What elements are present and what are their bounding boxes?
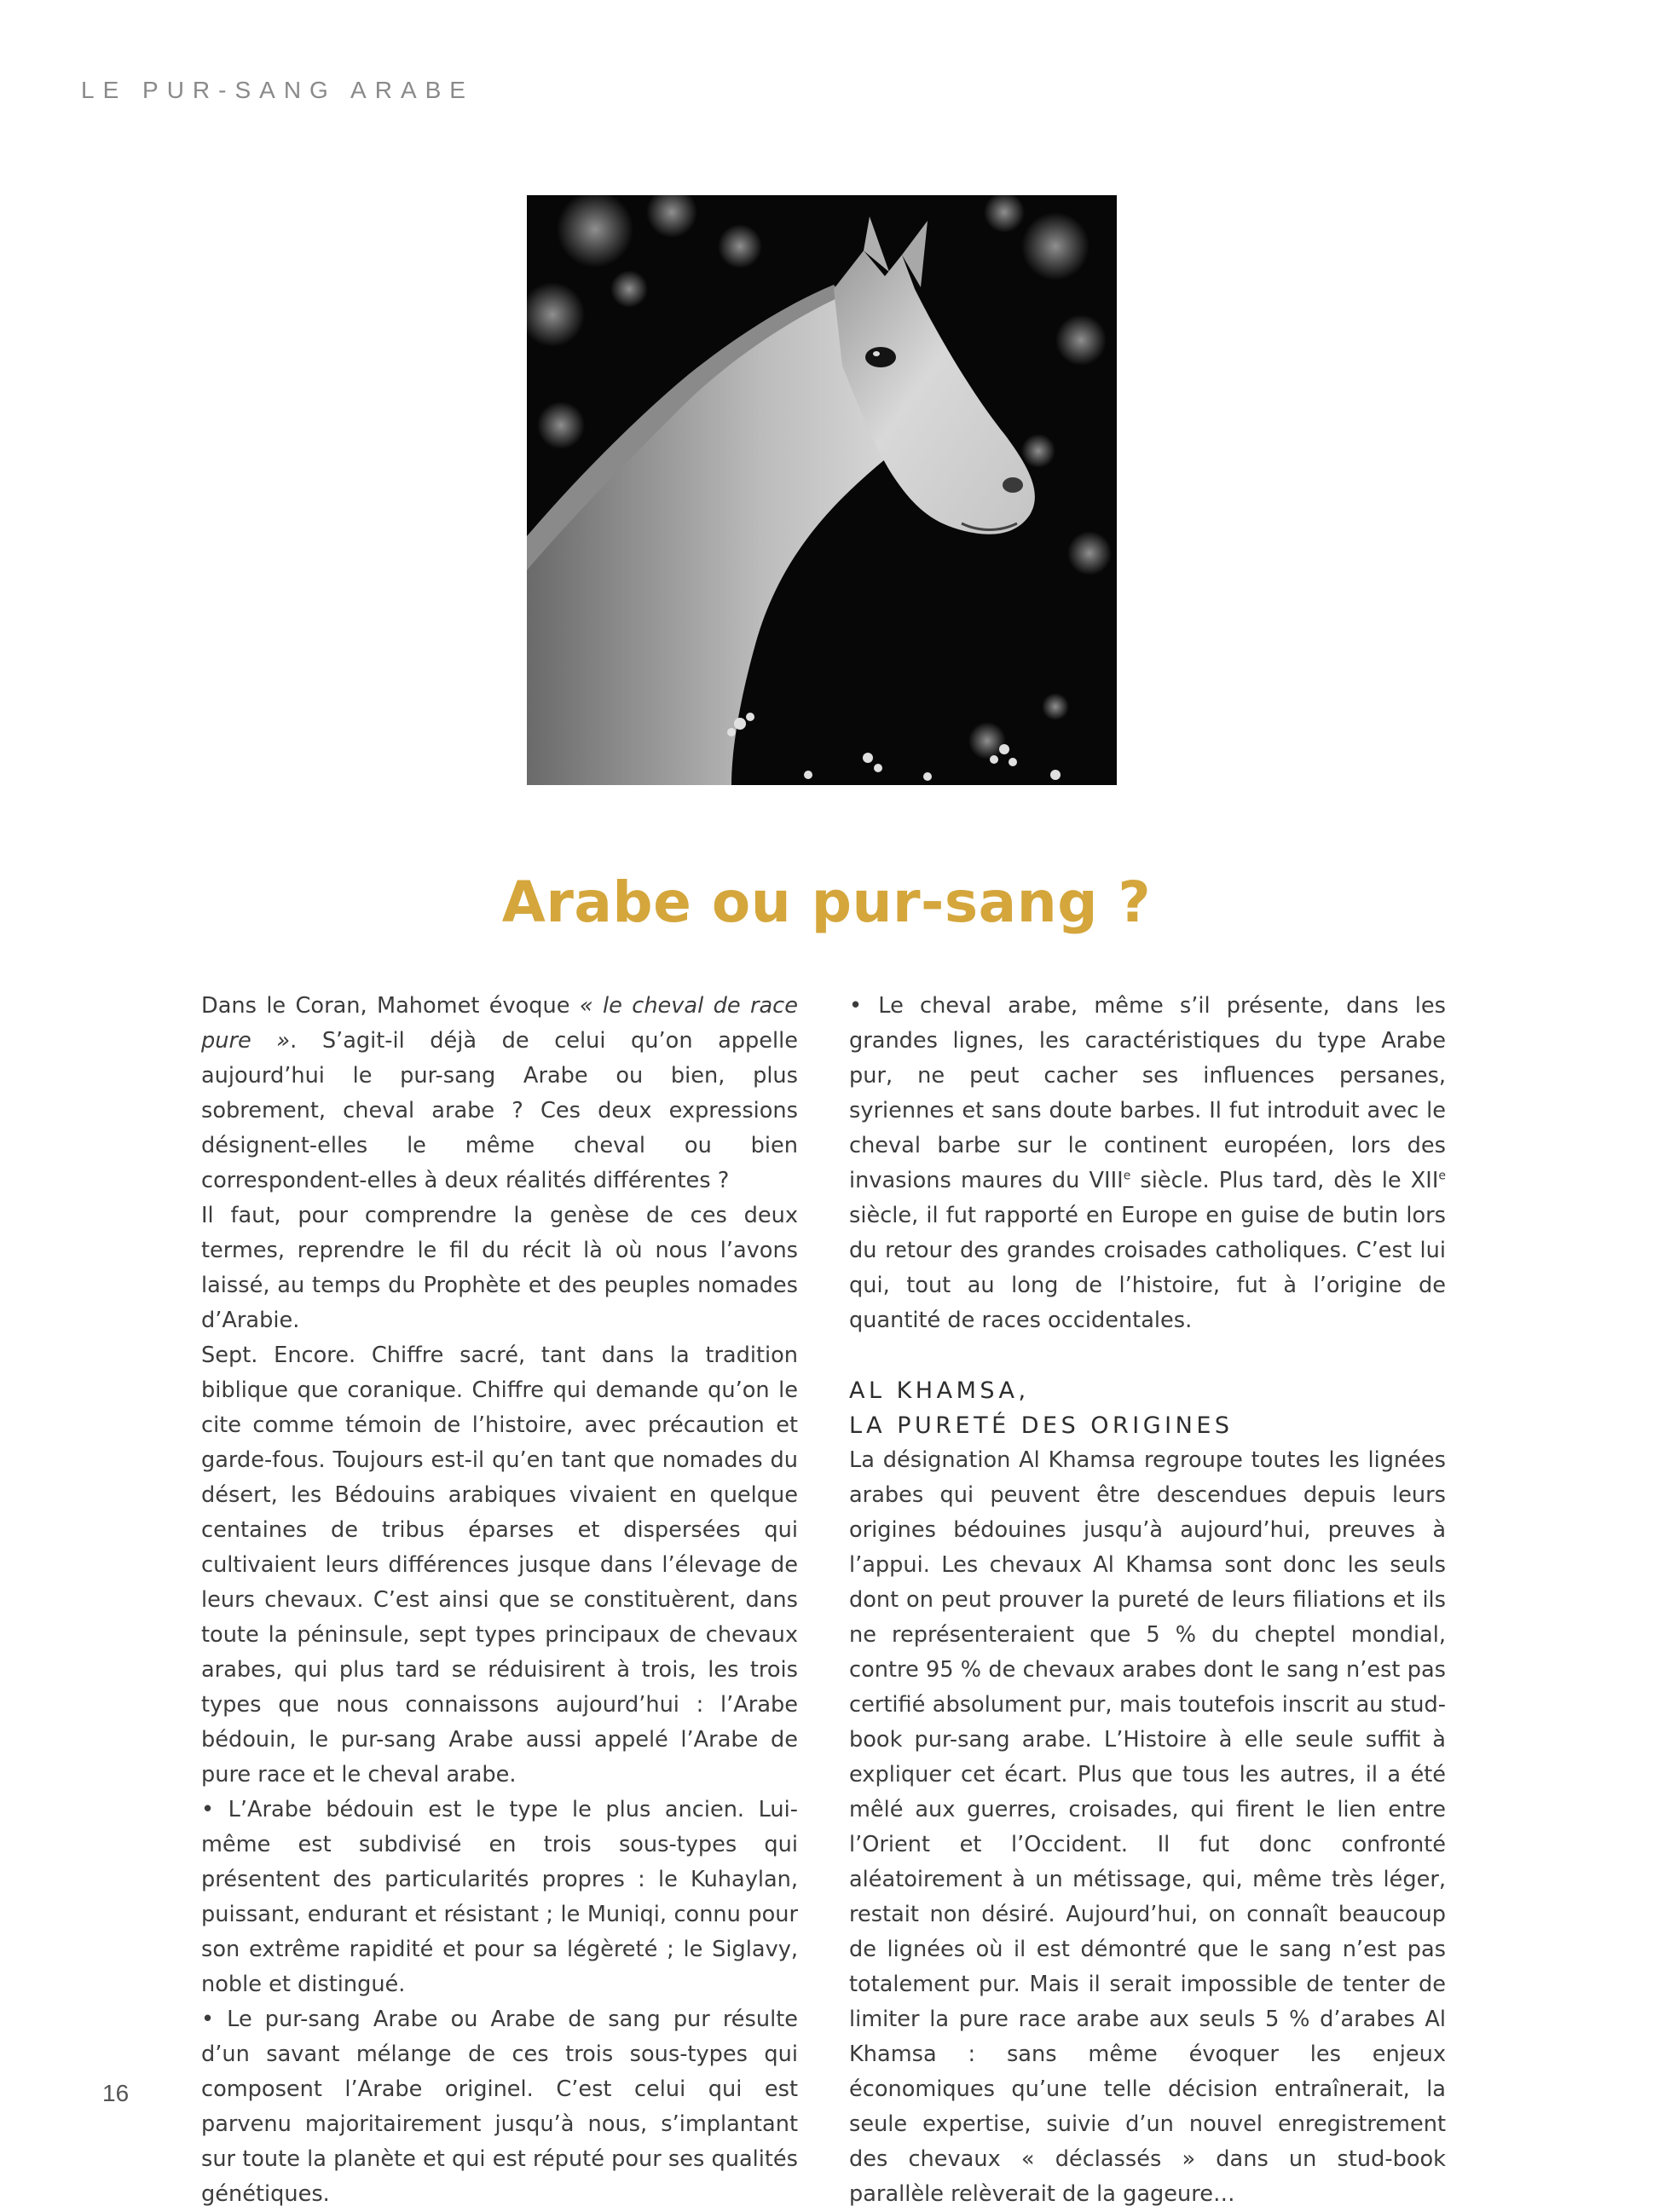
section-heading: AL KHAMSA, LA PURETÉ DES ORIGINES <box>849 1377 1234 1439</box>
left-paragraph-2: Il faut, pour comprendre la genèse de ces deux termes, reprendre le fil du récit là où nous l’avons laissé, au temps du Prophète et des peuples nomades d’Arabie. <box>201 1203 798 1333</box>
right-paragraph-2: La désignation Al Khamsa regroupe toutes les lignées arabes qui peuvent être descendues depuis leurs origines bédouines jusqu’à aujourd’hui, preuves à l’appui. Les chevaux Al Khamsa sont donc les seuls dont on peut prouver la pureté de leurs filiations et ils ne représenteraient que 5 % du cheptel mondial, contre 95 % de chevaux arabes dont le sang n’est pas certifié absolument pur, mais toutefois inscrit au stud-book pur-sang arabe. L’Histoire à elle seule suffit à expliquer cet écart. Plus que tous les autres, il a été mêlé aux guerres, croisades, qui firent le lien entre l’Orient et l’Occident. Il fut donc confronté aléatoirement à un métissage, qui, même très léger, restait non désiré. Aujourd’hui, on connaît beaucoup de lignées où il est démontré que le sang n’est pas totalement pur. Mais il serait impossible de tenter de limiter la pure race arabe aux seuls 5 % d’arabes Al Khamsa : sans même évoquer les enjeux économiques qu’une telle décision entraînerait, la seule expertise, suivie d’un nouvel enregistrement des chevaux « déclassés » dans un stud-book parallèle relèverait de la gageure… <box>849 1447 1446 2207</box>
left-column <box>201 989 798 2212</box>
left-paragraph-3: Sept. Encore. Chiffre sacré, tant dans la tradition biblique que coranique. Chiffre qui demande qu’on le cite comme témoin de l’histoire, avec précaution et garde-fous. Toujours est-il qu’en tant que nomades du désert, les Bédouins arabiques vivaient en quelque centaines de tribus éparses et dispersées qui cultivaient leurs différences jusque dans l’élevage de leurs chevaux. C’est ainsi que se constituèrent, dans toute la péninsule, sept types principaux de chevaux arabes, qui plus tard se réduisirent à trois, les trois types que nous connaissons aujourd’hui : l’Arabe bédouin, le pur-sang Arabe aussi appelé l’Arabe de pure race et le cheval arabe. <box>201 1343 798 1788</box>
article-title: Arabe ou pur-sang ? <box>501 869 1152 935</box>
horse-foal-photo <box>527 195 1117 785</box>
left-paragraph-4: • L’Arabe bédouin est le type le plus ancien. Lui-même est subdivisé en trois sous-types qui présentent des particularités propres : le Kuhaylan, puissant, endurant et résistant ; le Muniqi, connu pour son extrême rapidité et pour sa légèreté ; le Siglavy, noble et distingué. <box>201 1797 798 1997</box>
left-paragraph-1: Dans le Coran, Mahomet évoque « le cheval de race pure ». S’agit-il déjà de celui qu’on appelle aujourd’hui le pur-sang Arabe ou bien, plus sobrement, cheval arabe ? Ces deux expressions désignent-elles le même cheval ou bien correspondent-elles à deux réalités différentes ? <box>201 993 798 1193</box>
page-number: 16 <box>102 2080 130 2106</box>
running-head: LE PUR-SANG ARABE <box>81 77 474 103</box>
left-paragraph-5: • Le pur-sang Arabe ou Arabe de sang pur résulte d’un savant mélange de ces trois sous-types qui composent l’Arabe originel. C’est celui qui est parvenu majoritairement jusqu’à nous, s’implantant sur toute la planète et qui est réputé pour ses qualités génétiques. <box>201 2007 798 2207</box>
right-paragraph-1: • Le cheval arabe, même s’il présente, dans les grandes lignes, les caractéristiques du type Arabe pur, ne peut cacher ses influences persanes, syriennes et sans doute barbes. Il fut introduit avec le cheval barbe sur le continent européen, lors des invasions maures du VIIIe siècle. Plus tard, dès le XIIe siècle, il fut rapporté en Europe en guise de butin lors du retour des grandes croisades catholiques. C’est lui qui, tout au long de l’histoire, fut à l’origine de quantité de races occidentales. <box>849 993 1446 1333</box>
right-column <box>849 989 1446 2212</box>
